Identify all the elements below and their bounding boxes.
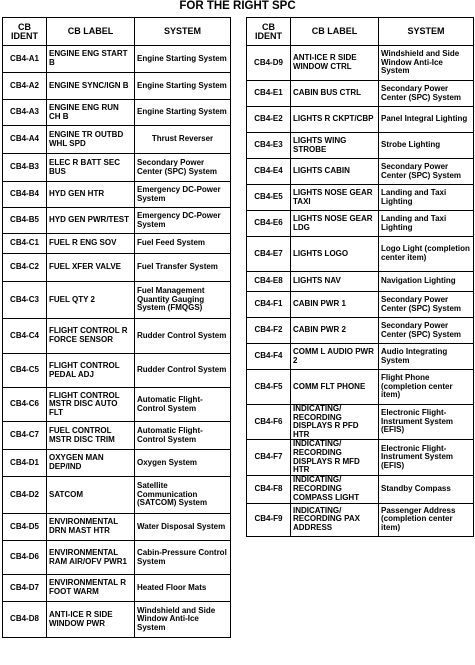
system-cell: Satellite Communication (SATCOM) System xyxy=(135,477,231,514)
cb-label-cell: CABIN PWR 1 xyxy=(291,292,379,318)
cb-ident-cell: CB4-B3 xyxy=(3,154,47,182)
cb-label-cell: LIGHTS NOSE GEAR LDG xyxy=(291,211,379,237)
cb-label-cell: ENGINE TR OUTBD WHL SPD xyxy=(47,126,135,154)
table-row xyxy=(3,477,231,514)
table-row xyxy=(3,514,231,541)
cb-ident-cell: CB4-A3 xyxy=(3,100,47,126)
cb-ident-cell: CB4-A2 xyxy=(3,73,47,100)
cb-ident-cell: CB4-F9 xyxy=(247,503,291,536)
system-cell: Fuel Feed System xyxy=(135,234,231,254)
cb-label-cell: COMM FLT PHONE xyxy=(291,370,379,405)
cb-ident-cell: CB4-B4 xyxy=(3,182,47,208)
system-cell: Secondary Power Center (SPC) System xyxy=(135,154,231,182)
cb-label-cell: INDICATING/ RECORDING COMPASS LIGHT xyxy=(291,475,379,503)
system-cell: Engine Starting System xyxy=(135,100,231,126)
cb-ident-cell: CB4-C4 xyxy=(3,319,47,354)
header-system: SYSTEM xyxy=(135,18,231,46)
system-cell: Emergency DC-Power System xyxy=(135,208,231,234)
cb-label-cell: FUEL QTY 2 xyxy=(47,282,135,319)
header-cb-ident: CB IDENT xyxy=(3,18,47,46)
cb-ident-cell: CB4-C2 xyxy=(3,254,47,282)
table-row xyxy=(3,126,231,154)
cb-label-cell: ENGINE ENG START B xyxy=(47,46,135,73)
table-row xyxy=(3,282,231,319)
system-cell: Fuel Management Quantity Gauging System (FMQGS) xyxy=(135,282,231,319)
system-cell: Logo Light (completion center item) xyxy=(379,237,474,272)
table-row xyxy=(247,159,474,185)
system-cell: Passenger Address (completion center item) xyxy=(379,503,474,536)
cb-label-cell: ENVIRONMENTAL R FOOT WARM xyxy=(47,575,135,602)
system-cell: Landing and Taxi Lighting xyxy=(379,211,474,237)
table-row xyxy=(247,318,474,344)
cb-label-cell: FLIGHT CONTROL R FORCE SENSOR xyxy=(47,319,135,354)
system-cell: Rudder Control System xyxy=(135,354,231,388)
system-cell: Oxygen System xyxy=(135,450,231,477)
cb-label-cell: FLIGHT CONTROL MSTR DISC AUTO FLT xyxy=(47,388,135,422)
cb-ident-cell: CB4-E1 xyxy=(247,81,291,107)
cb-label-cell: ANTI-ICE R SIDE WINDOW CTRL xyxy=(291,46,379,81)
system-cell: Windshield and Side Window Anti-Ice System xyxy=(379,46,474,81)
system-cell: Automatic Flight-Control System xyxy=(135,388,231,422)
system-cell: Audio Integrating System xyxy=(379,344,474,370)
cb-label-cell: LIGHTS NOSE GEAR TAXI xyxy=(291,185,379,211)
cb-ident-cell: CB4-E4 xyxy=(247,159,291,185)
cb-label-cell: INDICATING/ RECORDING DISPLAYS R MFD HTR xyxy=(291,440,379,475)
system-cell: Navigation Lighting xyxy=(379,272,474,292)
cb-ident-cell: CB4-D8 xyxy=(3,602,47,638)
system-cell: Electronic Flight-Instrument System (EFIS) xyxy=(379,440,474,475)
system-cell: Cabin-Pressure Control System xyxy=(135,541,231,575)
cb-label-cell: SATCOM xyxy=(47,477,135,514)
cb-label-cell: COMM L AUDIO PWR 2 xyxy=(291,344,379,370)
system-cell: Windshield and Side Window Anti-Ice System xyxy=(135,602,231,638)
cb-ident-cell: CB4-E5 xyxy=(247,185,291,211)
header-cb-label: CB LABEL xyxy=(47,18,135,46)
cb-label-cell: ANTI-ICE R SIDE WINDOW PWR xyxy=(47,602,135,638)
cb-ident-cell: CB4-D7 xyxy=(3,575,47,602)
table-row xyxy=(3,154,231,182)
table-row xyxy=(3,182,231,208)
system-cell: Secondary Power Center (SPC) System xyxy=(379,292,474,318)
table-row xyxy=(3,422,231,450)
cb-label-cell: FLIGHT CONTROL PEDAL ADJ xyxy=(47,354,135,388)
system-cell: Secondary Power Center (SPC) System xyxy=(379,159,474,185)
cb-label-cell: CABIN PWR 2 xyxy=(291,318,379,344)
header-cb-label: CB LABEL xyxy=(291,18,379,46)
cb-ident-cell: CB4-B5 xyxy=(3,208,47,234)
system-cell: Engine Starting System xyxy=(135,46,231,73)
cb-label-cell: ENVIRONMENTAL DRN MAST HTR xyxy=(47,514,135,541)
table-row xyxy=(3,388,231,422)
system-cell: Standby Compass xyxy=(379,475,474,503)
table-row xyxy=(3,602,231,638)
system-cell: Fuel Transfer System xyxy=(135,254,231,282)
header-system: SYSTEM xyxy=(379,18,474,46)
table-row xyxy=(247,237,474,272)
table-row xyxy=(247,81,474,107)
cb-ident-cell: CB4-C1 xyxy=(3,234,47,254)
table-row xyxy=(247,185,474,211)
table-row xyxy=(3,575,231,602)
cb-label-cell: FUEL XFER VALVE xyxy=(47,254,135,282)
header-row xyxy=(247,18,474,46)
circuit-breaker-table-left xyxy=(2,17,231,638)
system-cell: Panel Integral Lighting xyxy=(379,107,474,133)
cb-ident-cell: CB4-D6 xyxy=(3,541,47,575)
table-row xyxy=(247,133,474,159)
table-row xyxy=(3,354,231,388)
page-title: FOR THE RIGHT SPC xyxy=(179,0,296,12)
cb-label-cell: ENVIRONMENTAL RAM AIR/OFV PWR1 xyxy=(47,541,135,575)
cb-ident-cell: CB4-C3 xyxy=(3,282,47,319)
cb-label-cell: HYD GEN PWR/TEST xyxy=(47,208,135,234)
table-row xyxy=(3,319,231,354)
cb-ident-cell: CB4-F6 xyxy=(247,405,291,440)
system-cell: Flight Phone (completion center item) xyxy=(379,370,474,405)
system-cell: Secondary Power Center (SPC) System xyxy=(379,318,474,344)
table-row xyxy=(247,503,474,536)
cb-label-cell: LIGHTS CABIN xyxy=(291,159,379,185)
cb-ident-cell: CB4-E6 xyxy=(247,211,291,237)
circuit-breaker-table-right xyxy=(246,17,474,537)
table-row xyxy=(3,254,231,282)
table-row xyxy=(3,450,231,477)
table-row xyxy=(247,211,474,237)
cb-label-cell: LIGHTS NAV xyxy=(291,272,379,292)
cb-label-cell: FUEL CONTROL MSTR DISC TRIM xyxy=(47,422,135,450)
cb-label-cell: INDICATING/ RECORDING DISPLAYS R PFD HTR xyxy=(291,405,379,440)
cb-ident-cell: CB4-E7 xyxy=(247,237,291,272)
cb-label-cell: ENGINE ENG RUN CH B xyxy=(47,100,135,126)
cb-label-cell: CABIN BUS CTRL xyxy=(291,81,379,107)
cb-ident-cell: CB4-A4 xyxy=(3,126,47,154)
cb-ident-cell: CB4-D9 xyxy=(247,46,291,81)
cb-ident-cell: CB4-D5 xyxy=(3,514,47,541)
table-row xyxy=(3,234,231,254)
table-row xyxy=(247,272,474,292)
cb-label-cell: ELEC R BATT SEC BUS xyxy=(47,154,135,182)
system-cell: Rudder Control System xyxy=(135,319,231,354)
table-row xyxy=(247,405,474,440)
system-cell: Thrust Reverser xyxy=(135,126,231,154)
system-cell: Secondary Power Center (SPC) System xyxy=(379,81,474,107)
cb-ident-cell: CB4-F2 xyxy=(247,318,291,344)
header-cb-ident: CB IDENT xyxy=(247,18,291,46)
table-row xyxy=(247,344,474,370)
cb-ident-cell: CB4-F8 xyxy=(247,475,291,503)
table-row xyxy=(3,100,231,126)
system-cell: Water Disposal System xyxy=(135,514,231,541)
header-row xyxy=(3,18,231,46)
table-row xyxy=(247,107,474,133)
cb-label-cell: INDICATING/ RECORDING PAX ADDRESS xyxy=(291,503,379,536)
cb-ident-cell: CB4-D2 xyxy=(3,477,47,514)
cb-ident-cell: CB4-C6 xyxy=(3,388,47,422)
cb-ident-cell: CB4-E2 xyxy=(247,107,291,133)
table-row xyxy=(247,475,474,503)
system-cell: Automatic Flight-Control System xyxy=(135,422,231,450)
cb-ident-cell: CB4-E3 xyxy=(247,133,291,159)
table-row xyxy=(3,73,231,100)
cb-label-cell: LIGHTS R CKPT/CBP xyxy=(291,107,379,133)
system-cell: Emergency DC-Power System xyxy=(135,182,231,208)
system-cell: Landing and Taxi Lighting xyxy=(379,185,474,211)
cb-ident-cell: CB4-F5 xyxy=(247,370,291,405)
table-row xyxy=(247,292,474,318)
system-cell: Strobe Lighting xyxy=(379,133,474,159)
cb-label-cell: HYD GEN HTR xyxy=(47,182,135,208)
table-row xyxy=(3,46,231,73)
table-row xyxy=(3,208,231,234)
cb-ident-cell: CB4-A1 xyxy=(3,46,47,73)
system-cell: Engine Starting System xyxy=(135,73,231,100)
table-row xyxy=(247,370,474,405)
table-row xyxy=(3,541,231,575)
cb-ident-cell: CB4-F7 xyxy=(247,440,291,475)
cb-label-cell: ENGINE SYNC/IGN B xyxy=(47,73,135,100)
system-cell: Electronic Flight-Instrument System (EFIS) xyxy=(379,405,474,440)
table-row xyxy=(247,440,474,475)
table-row xyxy=(247,46,474,81)
cb-ident-cell: CB4-F4 xyxy=(247,344,291,370)
cb-ident-cell: CB4-D1 xyxy=(3,450,47,477)
cb-ident-cell: CB4-E8 xyxy=(247,272,291,292)
cb-ident-cell: CB4-F1 xyxy=(247,292,291,318)
cb-label-cell: LIGHTS LOGO xyxy=(291,237,379,272)
system-cell: Heated Floor Mats xyxy=(135,575,231,602)
cb-label-cell: OXYGEN MAN DEP/IND xyxy=(47,450,135,477)
cb-ident-cell: CB4-C5 xyxy=(3,354,47,388)
cb-label-cell: FUEL R ENG SOV xyxy=(47,234,135,254)
cb-label-cell: LIGHTS WING STROBE xyxy=(291,133,379,159)
cb-ident-cell: CB4-C7 xyxy=(3,422,47,450)
